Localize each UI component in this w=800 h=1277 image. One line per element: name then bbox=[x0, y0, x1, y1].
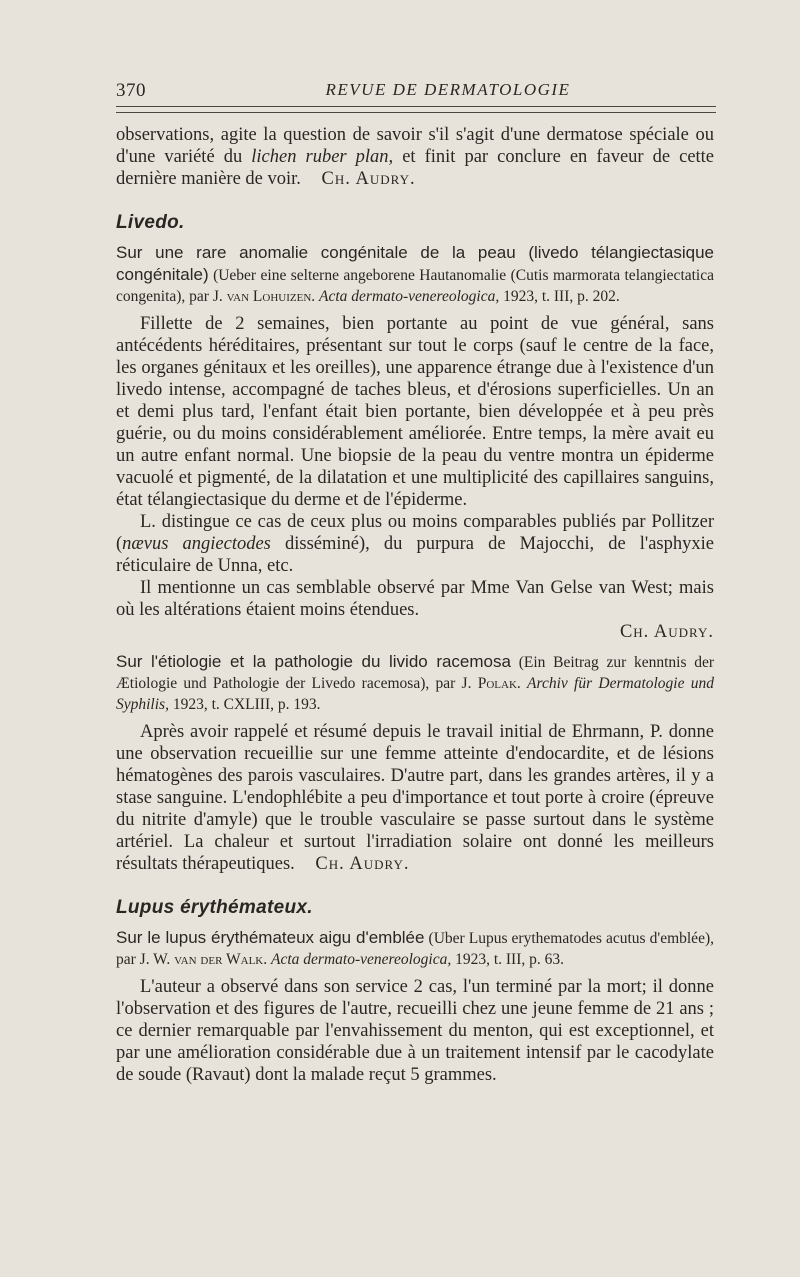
header-rule-2 bbox=[116, 112, 716, 113]
article-author: van der Walk. bbox=[174, 951, 268, 968]
page-number: 370 bbox=[116, 80, 146, 101]
section-heading-livedo: Livedo. bbox=[116, 212, 185, 233]
intro-italic: lichen ruber plan, bbox=[251, 147, 394, 167]
paragraph-italic: nævus angiectodes bbox=[122, 534, 271, 554]
paragraph: Il mentionne un cas semblable observé par Mme Van Gelse van West; mais où les altérations étaient moins étendues. bbox=[116, 578, 714, 620]
article-author: van Lohuizen. bbox=[226, 288, 316, 305]
section-heading-lupus: Lupus érythémateux. bbox=[116, 897, 313, 918]
article-journal: Archiv für Dermatologie und Syphilis, bbox=[116, 675, 715, 713]
paragraph-text: disséminé), du purpura de Majocchi, de l'asphyxie réticulaire de Unna, etc. bbox=[116, 534, 714, 576]
intro-text-end: et finit par conclure en faveur de cette dernière manière de voir. bbox=[116, 147, 715, 189]
article-journal: Acta dermato-venereologica, bbox=[319, 288, 500, 305]
article-author: Polak. bbox=[477, 675, 521, 692]
paragraph-text: Après avoir rappelé et résumé depuis le travail initial de Ehrmann, P. donne une observation recueillie sur une femme atteinte d'endocardite, et de lésions hématogènes des parois vasculaires. D'autre part, dans les grandes artères, il y a stase sanguine. L'endophlébite a peu d'importance et tout porte à croire (épreuve du nitrite d'amyle) que le trouble vasculaire se passe surtout dans le système artériel. La chaleur et surtout l'irradiation solaire ont donné les meilleurs résultats thérapeutiques. bbox=[116, 722, 714, 874]
intro-text: observations, agite la question de savoir s'il s'agit d'une dermatose spéciale ou d'une variété du bbox=[116, 125, 714, 167]
running-title-text: REVUE DE DERMATOLOGIE bbox=[325, 80, 571, 99]
article-journal: Acta dermato-venereologica, bbox=[271, 951, 452, 968]
intro-paragraph bbox=[116, 124, 714, 190]
article-heading bbox=[116, 651, 714, 715]
article-citation: 1923, t. III, p. 63. bbox=[455, 951, 564, 968]
article-title: Sur l'étiologie et la pathologie du livido racemosa bbox=[116, 652, 511, 671]
paragraph bbox=[116, 721, 714, 875]
signature: Ch. Audry. bbox=[619, 622, 714, 642]
article-title: Sur le lupus érythémateux aigu d'emblée bbox=[116, 928, 425, 947]
running-title bbox=[0, 80, 800, 100]
article-reference: (Uber Lupus erythematodes acutus d'emblée), par J. W. bbox=[116, 930, 714, 968]
article-citation: 1923, t. III, p. 202. bbox=[503, 288, 620, 305]
paragraph-text: L. distingue ce cas de ceux plus ou moins comparables publiés par Pollitzer ( bbox=[116, 512, 714, 554]
signature: Ch. Audry. bbox=[315, 854, 410, 874]
paragraph bbox=[116, 511, 714, 577]
article-reference: (Ein Beitrag zur kenntnis der Ætiologie und Pathologie der Livedo racemosa), par J. bbox=[116, 654, 715, 692]
header-rule bbox=[116, 106, 716, 107]
article-title: Sur une rare anomalie congénitale de la peau (livedo télangiectasique congénitale) bbox=[116, 243, 714, 284]
signature: Ch. Audry. bbox=[321, 169, 416, 189]
article-reference: (Ueber eine selterne angeborene Hautanomalie (Cutis marmorata telangiectatica congenita), par J. bbox=[116, 267, 714, 305]
article-heading bbox=[116, 927, 714, 970]
paragraph: Fillette de 2 semaines, bien portante au point de vue général, sans antécédents héréditaires, présentant sur tout le corps (sauf le centre de la face, les organes génitaux et les oreilles), une apparence étrange due à l'existence d'un livedo intense, accompagné de taches bleus, et d'érosions superficielles. Un an et demi plus tard, l'enfant était bien portante, bien développée et à peu près guérie, ou du moins considérablement améliorée. Entre temps, la mère avait eu un autre enfant normal. Une biopsie de la peau du ventre montra un épiderme vacuolé et pigmenté, de la dilatation et une multiplicité des capillaires sanguins, état télangiectasique du derme et de l'épiderme. bbox=[116, 314, 714, 510]
article-citation: 1923, t. CXLIII, p. 193. bbox=[172, 696, 321, 713]
article-heading bbox=[116, 242, 714, 307]
paragraph: L'auteur a observé dans son service 2 cas, l'un terminé par la mort; il donne l'observation et des figures de l'autre, recueilli chez une jeune femme de 21 ans ; ce dernier remarquable par l'envahissement du menton, qui est exceptionnel, et par une amélioration considérable due à un traitement intensif par le cacodylate de soude (Ravaut) dont la malade reçut 5 grammes. bbox=[116, 977, 714, 1085]
article-body bbox=[116, 124, 714, 1086]
